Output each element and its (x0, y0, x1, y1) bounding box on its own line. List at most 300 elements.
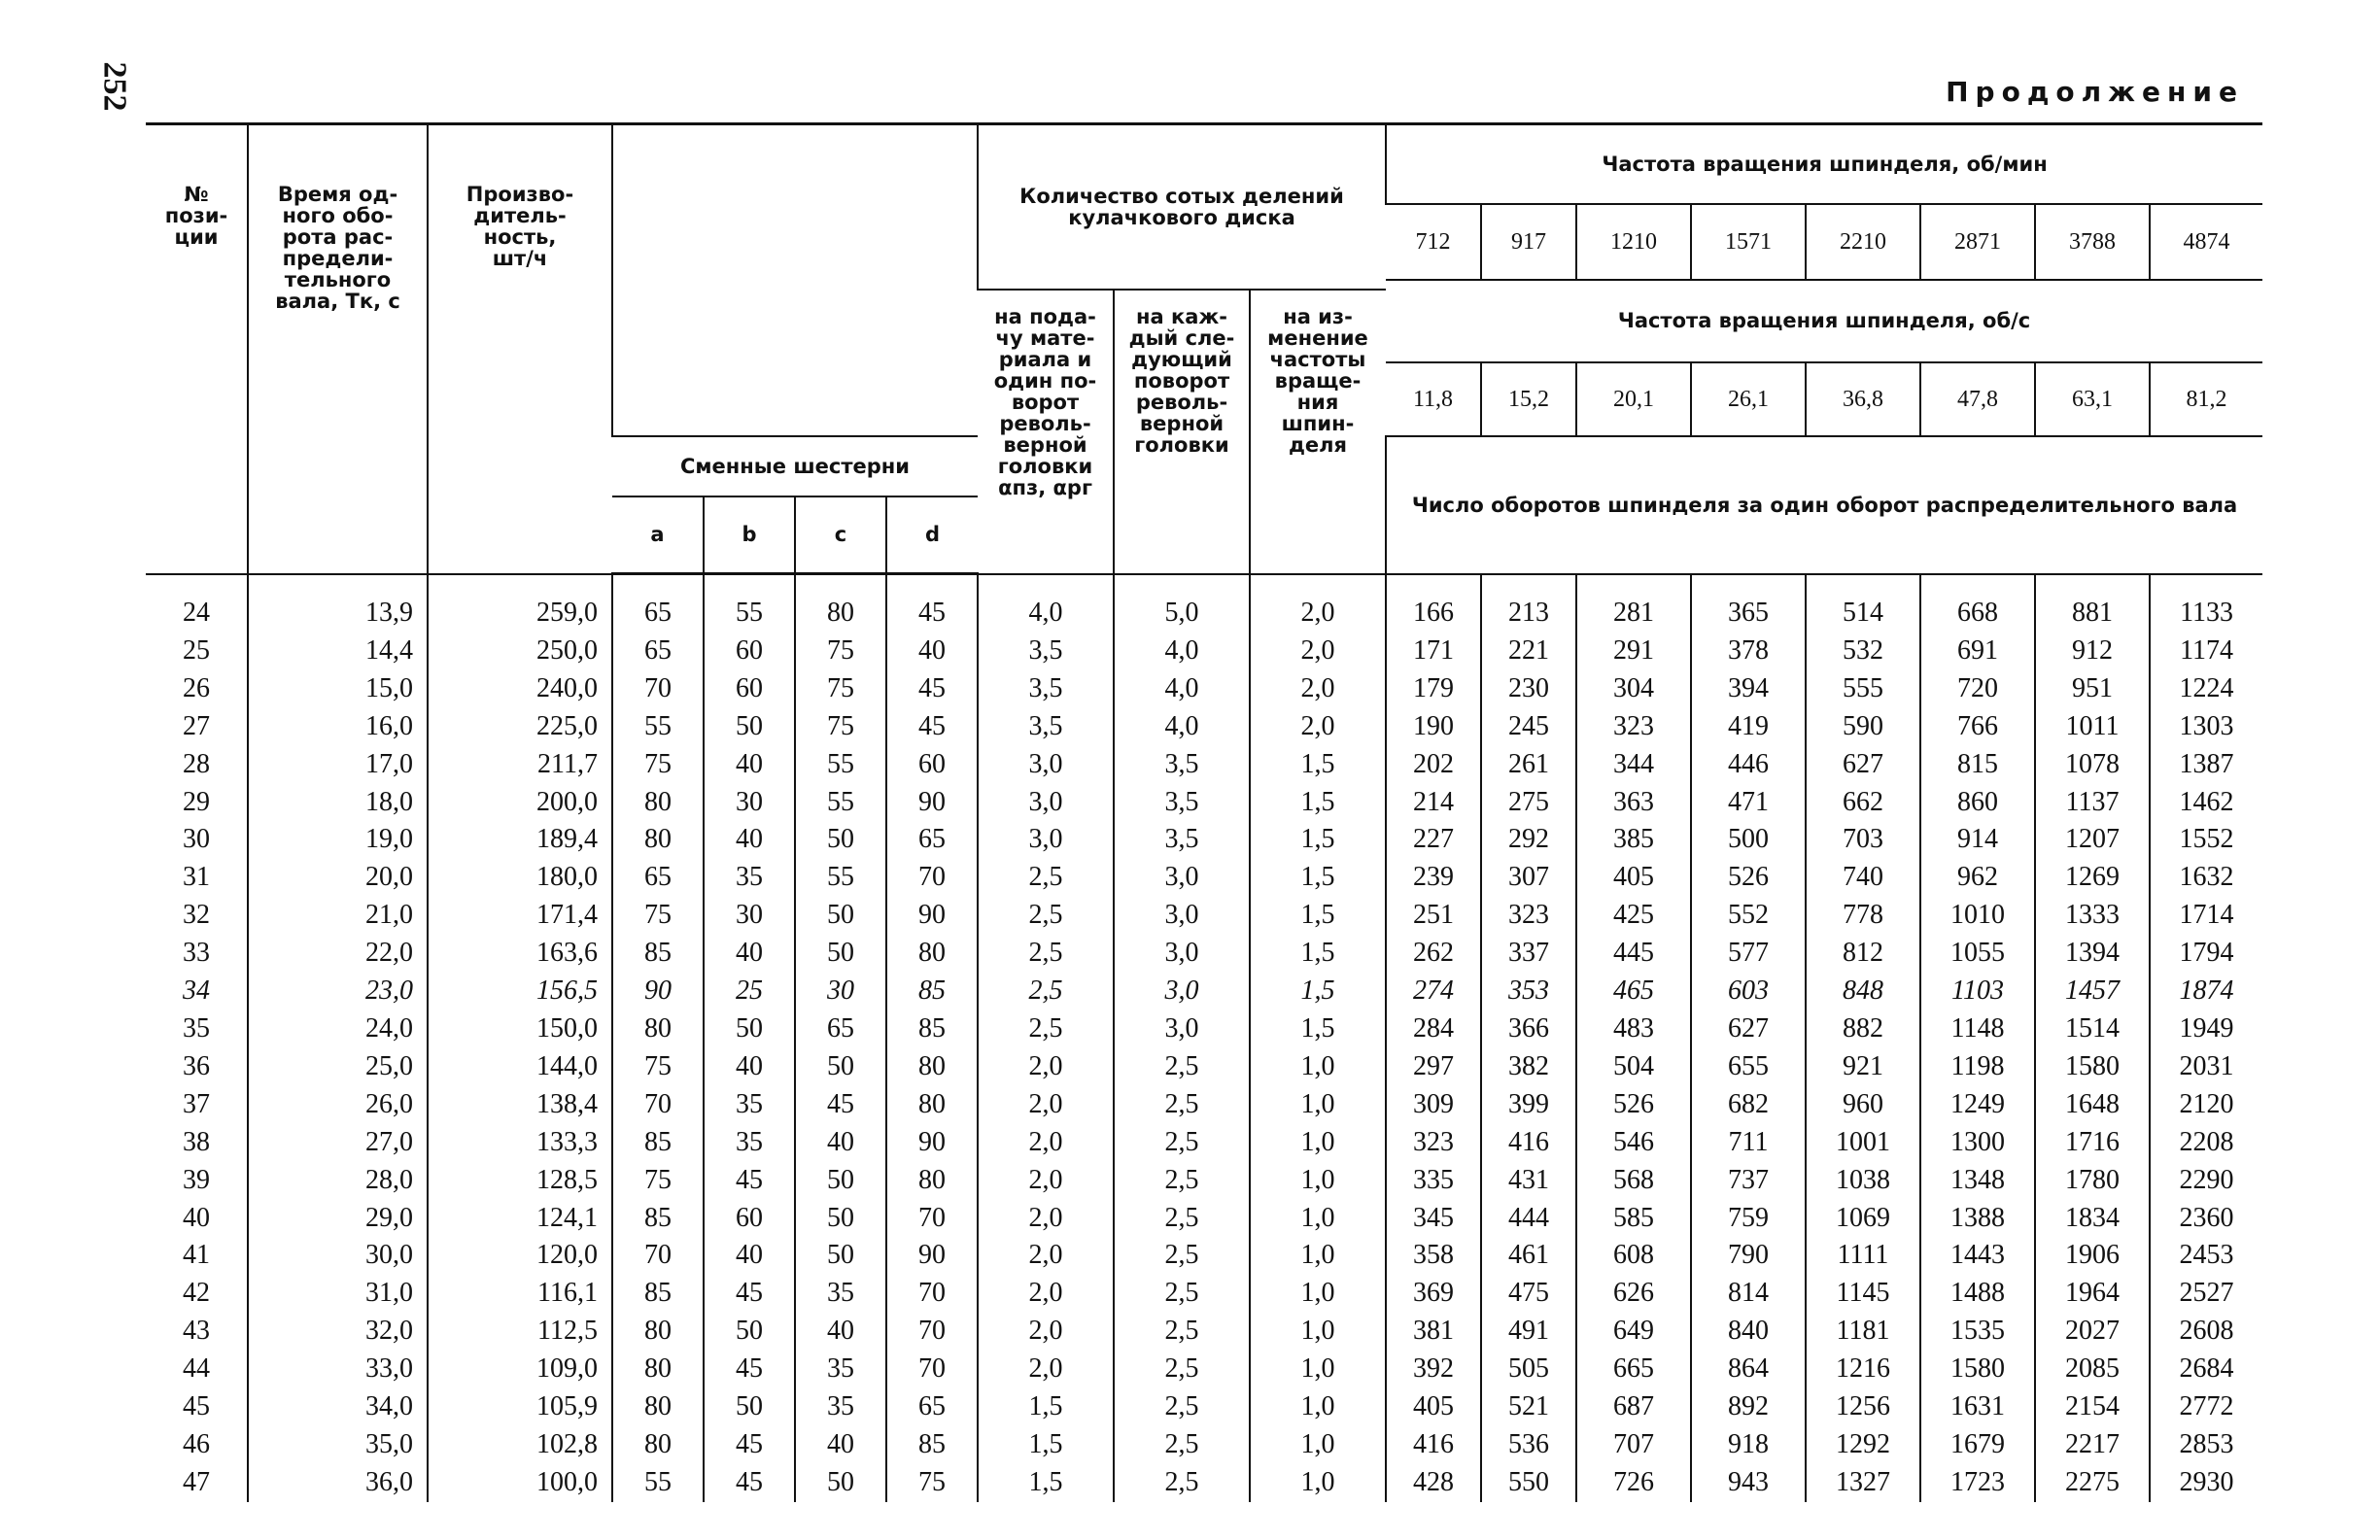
table-cell: 2608 (2150, 1313, 2262, 1351)
table-cell: 2,5 (978, 859, 1114, 897)
table-cell: 221 (1481, 633, 1576, 670)
table-cell: 1388 (1920, 1200, 2035, 1238)
table-cell: 381 (1386, 1313, 1481, 1351)
table-cell: 80 (886, 1162, 978, 1200)
table-cell: 1462 (2150, 784, 2262, 822)
table-cell: 251 (1386, 897, 1481, 935)
table-cell: 2,0 (1250, 633, 1386, 670)
table-cell: 40 (704, 1237, 795, 1275)
table-cell: 250,0 (428, 633, 612, 670)
table-cell: 36,0 (248, 1464, 428, 1502)
table-cell: 3,0 (1114, 897, 1250, 935)
table-row (146, 973, 2262, 1010)
table-cell: 4,0 (1114, 708, 1250, 746)
table-cell: 2,0 (978, 1124, 1114, 1162)
table-cell: 526 (1691, 859, 1806, 897)
header-gear-b: b (704, 496, 795, 574)
table-cell: 40 (795, 1426, 886, 1464)
table-cell: 1078 (2035, 746, 2150, 784)
table-cell: 1,0 (1250, 1388, 1386, 1426)
table-cell: 80 (886, 1086, 978, 1124)
table-cell: 14,4 (248, 633, 428, 670)
table-cell: 2,5 (1114, 1048, 1250, 1086)
table-cell: 34,0 (248, 1388, 428, 1426)
table-cell: 608 (1576, 1237, 1691, 1275)
table-cell: 24 (183, 597, 210, 628)
table-cell: 1111 (1806, 1237, 1920, 1275)
table-cell: 50 (795, 1200, 886, 1238)
table-cell: 1457 (2035, 973, 2150, 1010)
table-cell: 45 (886, 574, 978, 633)
table-cell: 80 (612, 1010, 704, 1048)
table-row (146, 1351, 2262, 1388)
table-cell: 1145 (1806, 1275, 1920, 1313)
table-cell: 1,5 (1250, 935, 1386, 973)
table-cell: 1723 (1920, 1464, 2035, 1502)
table-cell: 2208 (2150, 1124, 2262, 1162)
table-cell: 35 (795, 1388, 886, 1426)
table-cell: 1001 (1806, 1124, 1920, 1162)
table-cell: 38 (183, 1126, 210, 1157)
table-cell: 711 (1691, 1124, 1806, 1162)
table-cell: 85 (612, 1200, 704, 1238)
table-cell: 65 (612, 633, 704, 670)
table-cell: 274 (1386, 973, 1481, 1010)
table-cell: 80 (886, 935, 978, 973)
table-cell: 36 (183, 1050, 210, 1081)
table-cell: 363 (1576, 784, 1691, 822)
table-cell: 1133 (2150, 574, 2262, 633)
table-cell: 65 (886, 1388, 978, 1426)
rps-value: 81,2 (2150, 362, 2262, 436)
table-cell: 1780 (2035, 1162, 2150, 1200)
table-cell: 43 (183, 1316, 210, 1347)
rpm-value: 4874 (2150, 204, 2262, 280)
table-cell: 1714 (2150, 897, 2262, 935)
table-cell: 353 (1481, 973, 1576, 1010)
table-cell: 55 (612, 1464, 704, 1502)
table-cell: 1,0 (1250, 1237, 1386, 1275)
table-row (146, 1426, 2262, 1464)
table-cell: 24,0 (248, 1010, 428, 1048)
table-cell: 31,0 (248, 1275, 428, 1313)
table-cell: 1535 (1920, 1313, 2035, 1351)
table-cell: 35 (183, 1012, 210, 1044)
table-cell: 75 (612, 1048, 704, 1086)
table-cell: 491 (1481, 1313, 1576, 1351)
table-cell: 45 (183, 1391, 210, 1422)
table-cell: 1443 (1920, 1237, 2035, 1275)
table-cell: 90 (886, 897, 978, 935)
table-cell: 812 (1806, 935, 1920, 973)
table-cell: 30 (704, 784, 795, 822)
table-cell: 2,5 (1114, 1351, 1250, 1388)
header-blank-gears-top (612, 124, 978, 436)
table-cell: 40 (886, 633, 978, 670)
table-cell: 1,0 (1250, 1048, 1386, 1086)
table-cell: 70 (612, 670, 704, 708)
table-cell: 292 (1481, 821, 1576, 859)
table-cell: 864 (1691, 1351, 1806, 1388)
table-cell: 2,5 (1114, 1426, 1250, 1464)
table-cell: 128,5 (428, 1162, 612, 1200)
table-cell: 35 (704, 859, 795, 897)
rps-value: 63,1 (2035, 362, 2150, 436)
table-cell: 3,5 (1114, 784, 1250, 822)
table-cell: 1631 (1920, 1388, 2035, 1426)
table-cell: 27,0 (248, 1124, 428, 1162)
table-cell: 577 (1691, 935, 1806, 973)
table-cell: 2,5 (1114, 1200, 1250, 1238)
table-cell: 171,4 (428, 897, 612, 935)
table-cell: 546 (1576, 1124, 1691, 1162)
table-cell: 70 (886, 1275, 978, 1313)
table-cell: 2,5 (1114, 1124, 1250, 1162)
table-cell: 1207 (2035, 821, 2150, 859)
table-cell: 2772 (2150, 1388, 2262, 1426)
table-cell: 26 (183, 672, 210, 703)
table-cell: 80 (612, 784, 704, 822)
table-row (146, 1048, 2262, 1086)
table-cell: 1348 (1920, 1162, 2035, 1200)
table-cell: 323 (1481, 897, 1576, 935)
table-cell: 80 (612, 1313, 704, 1351)
table-cell: 2,5 (1114, 1237, 1250, 1275)
table-cell: 392 (1386, 1351, 1481, 1388)
table-cell: 483 (1576, 1010, 1691, 1048)
table-cell: 399 (1481, 1086, 1576, 1124)
table-cell: 55 (795, 859, 886, 897)
table-cell: 627 (1806, 746, 1920, 784)
table-cell: 1269 (2035, 859, 2150, 897)
table-cell: 85 (886, 973, 978, 1010)
table-cell: 15,0 (248, 670, 428, 708)
table-cell: 1327 (1806, 1464, 1920, 1502)
rps-value: 15,2 (1481, 362, 1576, 436)
table-cell: 39 (183, 1164, 210, 1195)
table-cell: 504 (1576, 1048, 1691, 1086)
table-cell: 1,5 (1250, 821, 1386, 859)
table-cell: 112,5 (428, 1313, 612, 1351)
table-cell: 2,0 (978, 1162, 1114, 1200)
table-cell: 109,0 (428, 1351, 612, 1388)
table-cell: 60 (886, 746, 978, 784)
table-cell: 28 (183, 748, 210, 779)
table-cell: 369 (1386, 1275, 1481, 1313)
table-cell: 465 (1576, 973, 1691, 1010)
rps-value: 36,8 (1806, 362, 1920, 436)
table-cell: 179 (1386, 670, 1481, 708)
table-cell: 1,5 (1250, 859, 1386, 897)
table-cell: 1,0 (1250, 1464, 1386, 1502)
table-cell: 55 (795, 746, 886, 784)
table-cell: 1055 (1920, 935, 2035, 973)
table-row (146, 574, 2262, 633)
rps-value: 47,8 (1920, 362, 2035, 436)
table-cell: 85 (886, 1010, 978, 1048)
table-cell: 30,0 (248, 1237, 428, 1275)
header-speed-change: на из- менение частоты враще- ния шпин- деля (1250, 290, 1386, 574)
table-cell: 180,0 (428, 859, 612, 897)
table-cell: 1249 (1920, 1086, 2035, 1124)
table-cell: 163,6 (428, 935, 612, 973)
table-row (146, 1464, 2262, 1502)
table-cell: 2,0 (978, 1275, 1114, 1313)
table-cell: 1,5 (1250, 973, 1386, 1010)
table-cell: 471 (1691, 784, 1806, 822)
table-cell: 35 (704, 1086, 795, 1124)
table-cell: 3,0 (1114, 973, 1250, 1010)
table-cell: 75 (612, 897, 704, 935)
table-cell: 65 (612, 574, 704, 633)
table-row (146, 708, 2262, 746)
table-cell: 1292 (1806, 1426, 1920, 1464)
table-cell: 85 (612, 1124, 704, 1162)
table-cell: 85 (612, 935, 704, 973)
table-cell: 65 (612, 859, 704, 897)
header-gear-d: d (886, 496, 978, 574)
table-cell: 239 (1386, 859, 1481, 897)
table-cell: 2,0 (1250, 708, 1386, 746)
table-cell: 394 (1691, 670, 1806, 708)
table-cell: 22,0 (248, 935, 428, 973)
table-cell: 2,0 (978, 1351, 1114, 1388)
table-cell: 2,0 (978, 1237, 1114, 1275)
table-cell: 1,5 (978, 1464, 1114, 1502)
table-cell: 30 (183, 824, 210, 855)
table-cell: 1834 (2035, 1200, 2150, 1238)
table-row (146, 1124, 2262, 1162)
table-cell: 2,0 (1250, 574, 1386, 633)
table-cell: 665 (1576, 1351, 1691, 1388)
rps-value: 20,1 (1576, 362, 1691, 436)
table-cell: 1,5 (1250, 746, 1386, 784)
table-cell: 366 (1481, 1010, 1576, 1048)
rpm-value: 2210 (1806, 204, 1920, 280)
table-cell: 444 (1481, 1200, 1576, 1238)
table-cell: 2,0 (978, 1086, 1114, 1124)
continuation-label: Продолжение (1946, 76, 2244, 108)
table-cell: 230 (1481, 670, 1576, 708)
table-cell: 259,0 (428, 574, 612, 633)
table-body (146, 574, 2262, 1502)
table-cell: 814 (1691, 1275, 1806, 1313)
table-cell: 75 (795, 708, 886, 746)
table-cell: 19,0 (248, 821, 428, 859)
table-cell: 133,3 (428, 1124, 612, 1162)
table-cell: 3,5 (978, 708, 1114, 746)
table-cell: 1632 (2150, 859, 2262, 897)
table-cell: 171 (1386, 633, 1481, 670)
table-cell: 425 (1576, 897, 1691, 935)
table-cell: 70 (612, 1086, 704, 1124)
table-cell: 33 (183, 938, 210, 969)
table-cell: 275 (1481, 784, 1576, 822)
table-cell: 3,0 (1114, 1010, 1250, 1048)
table-cell: 40 (795, 1313, 886, 1351)
table-cell: 1300 (1920, 1124, 2035, 1162)
table-cell: 40 (795, 1124, 886, 1162)
table-cell: 1,5 (1250, 1010, 1386, 1048)
rpm-value: 917 (1481, 204, 1576, 280)
table-cell: 30 (704, 897, 795, 935)
table-cell: 27 (183, 710, 210, 741)
table-cell: 1069 (1806, 1200, 1920, 1238)
table-cell: 26,0 (248, 1086, 428, 1124)
gear-spindle-table (146, 122, 2262, 1502)
table-row (146, 1086, 2262, 1124)
table-cell: 521 (1481, 1388, 1576, 1426)
table-cell: 385 (1576, 821, 1691, 859)
table-cell: 70 (612, 1237, 704, 1275)
table-cell: 17,0 (248, 746, 428, 784)
table-cell: 70 (886, 1351, 978, 1388)
table-cell: 345 (1386, 1200, 1481, 1238)
table-cell: 202 (1386, 746, 1481, 784)
table-cell: 1906 (2035, 1237, 2150, 1275)
table-cell: 31 (183, 862, 210, 893)
table-cell: 240,0 (428, 670, 612, 708)
table-row (146, 821, 2262, 859)
table-cell: 40 (704, 1048, 795, 1086)
table-cell: 2453 (2150, 1237, 2262, 1275)
table-cell: 28,0 (248, 1162, 428, 1200)
table-cell: 213 (1481, 574, 1576, 633)
table-cell: 1,0 (1250, 1426, 1386, 1464)
table-cell: 892 (1691, 1388, 1806, 1426)
table-cell: 45 (886, 670, 978, 708)
table-row (146, 897, 2262, 935)
table-cell: 918 (1691, 1426, 1806, 1464)
table-cell: 50 (795, 1237, 886, 1275)
table-cell: 50 (795, 1048, 886, 1086)
table-cell: 29,0 (248, 1200, 428, 1238)
table-cell: 45 (795, 1086, 886, 1124)
table-cell: 90 (886, 1237, 978, 1275)
table-row (146, 935, 2262, 973)
table-cell: 1010 (1920, 897, 2035, 935)
table-cell: 189,4 (428, 821, 612, 859)
table-cell: 881 (2035, 574, 2150, 633)
table-cell: 590 (1806, 708, 1920, 746)
table-cell: 2,5 (1114, 1162, 1250, 1200)
table-cell: 35,0 (248, 1426, 428, 1464)
table-cell: 1256 (1806, 1388, 1920, 1426)
table-cell: 291 (1576, 633, 1691, 670)
table-cell: 550 (1481, 1464, 1576, 1502)
table-cell: 2,5 (1114, 1086, 1250, 1124)
table-cell: 405 (1576, 859, 1691, 897)
table-cell: 45 (704, 1275, 795, 1313)
table-cell: 35 (795, 1351, 886, 1388)
table-cell: 45 (886, 708, 978, 746)
table-cell: 3,0 (1114, 859, 1250, 897)
header-cam-divisions: Количество сотых делений кулачкового диска (978, 124, 1386, 290)
table-cell: 2527 (2150, 1275, 2262, 1313)
table-cell: 1648 (2035, 1086, 2150, 1124)
table-cell: 42 (183, 1278, 210, 1309)
table-cell: 1038 (1806, 1162, 1920, 1200)
rps-value: 11,8 (1386, 362, 1481, 436)
table-cell: 914 (1920, 821, 2035, 859)
table-cell: 655 (1691, 1048, 1806, 1086)
table-cell: 358 (1386, 1237, 1481, 1275)
table-cell: 1174 (2150, 633, 2262, 670)
table-cell: 1181 (1806, 1313, 1920, 1351)
table-cell: 4,0 (1114, 670, 1250, 708)
table-cell: 40 (704, 821, 795, 859)
table-cell: 70 (886, 1200, 978, 1238)
table-cell: 1794 (2150, 935, 2262, 973)
table-cell: 225,0 (428, 708, 612, 746)
table-cell: 102,8 (428, 1426, 612, 1464)
table-cell: 1198 (1920, 1048, 2035, 1086)
table-cell: 720 (1920, 670, 2035, 708)
header-productivity: Произво- дитель- ность, шт/ч (428, 124, 612, 574)
table-cell: 60 (704, 670, 795, 708)
table-cell: 13,9 (248, 574, 428, 633)
table-cell: 1964 (2035, 1275, 2150, 1313)
table-cell: 1,5 (1250, 784, 1386, 822)
table-cell: 60 (704, 633, 795, 670)
page-number: 252 (96, 61, 133, 112)
table-cell: 1,0 (1250, 1313, 1386, 1351)
table-cell: 778 (1806, 897, 1920, 935)
table-cell: 40 (183, 1202, 210, 1233)
table-cell: 2360 (2150, 1200, 2262, 1238)
table-cell: 2,5 (1114, 1464, 1250, 1502)
table-cell: 166 (1386, 574, 1481, 633)
rpm-value: 2871 (1920, 204, 2035, 280)
table-cell: 138,4 (428, 1086, 612, 1124)
table-cell: 16,0 (248, 708, 428, 746)
table-cell: 759 (1691, 1200, 1806, 1238)
table-cell: 3,0 (978, 821, 1114, 859)
table-cell: 3,0 (978, 784, 1114, 822)
table-cell: 2031 (2150, 1048, 2262, 1086)
table-row (146, 633, 2262, 670)
table-row (146, 1010, 2262, 1048)
table-cell: 2085 (2035, 1351, 2150, 1388)
table-cell: 536 (1481, 1426, 1576, 1464)
table-row (146, 1313, 2262, 1351)
table-cell: 766 (1920, 708, 2035, 746)
table-cell: 116,1 (428, 1275, 612, 1313)
table-cell: 921 (1806, 1048, 1920, 1086)
table-cell: 337 (1481, 935, 1576, 973)
table-cell: 44 (183, 1353, 210, 1385)
table-cell: 2853 (2150, 1426, 2262, 1464)
table-cell: 41 (183, 1240, 210, 1271)
table-cell: 475 (1481, 1275, 1576, 1313)
table-cell: 55 (795, 784, 886, 822)
table-cell: 65 (795, 1010, 886, 1048)
table-cell: 446 (1691, 746, 1806, 784)
table-cell: 214 (1386, 784, 1481, 822)
table-cell: 80 (612, 821, 704, 859)
table-cell: 2217 (2035, 1426, 2150, 1464)
header-rps-title: Частота вращения шпинделя, об/с (1386, 280, 2262, 362)
table-cell: 1,0 (1250, 1200, 1386, 1238)
table-cell: 2154 (2035, 1388, 2150, 1426)
table-cell: 4,0 (978, 574, 1114, 633)
table-cell: 1,0 (1250, 1086, 1386, 1124)
table-cell: 75 (612, 746, 704, 784)
table-cell: 1216 (1806, 1351, 1920, 1388)
table-cell: 309 (1386, 1086, 1481, 1124)
header-position: № пози- ции (146, 124, 248, 574)
table-cell: 50 (795, 897, 886, 935)
